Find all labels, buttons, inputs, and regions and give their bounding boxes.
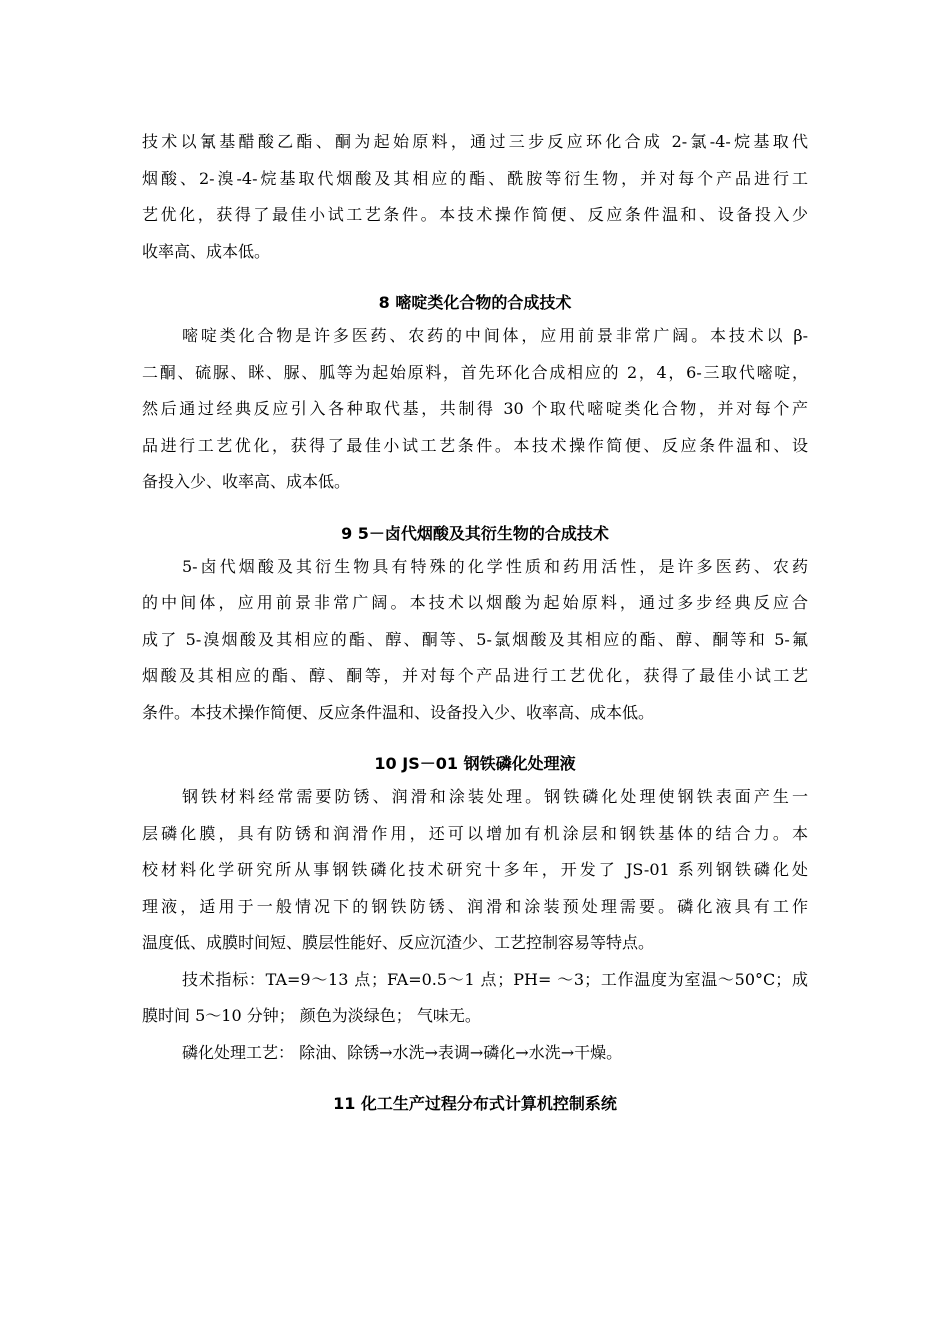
paragraph-line: 烟酸及其相应的酯、醇、酮等，并对每个产品进行工艺优化，获得了最佳小试工艺 xyxy=(142,666,808,685)
paragraph-line: 技术以氰基醋酸乙酯、酮为起始原料，通过三步反应环化合成 2-氯-4-烷基取代 xyxy=(142,132,808,151)
paragraph-line: 备投入少、收率高、成本低。 xyxy=(142,472,351,491)
paragraph-line: 校材料化学研究所从事钢铁磷化技术研究十多年，开发了 JS-01 系列钢铁磷化处 xyxy=(142,860,808,879)
paragraph-line: 理液，适用于一般情况下的钢铁防锈、润滑和涂装预处理需要。磷化液具有工作 xyxy=(142,896,808,916)
paragraph-line: 嘧啶类化合物是许多医药、农药的中间体，应用前景非常广阔。本技术以 β- xyxy=(182,326,808,345)
paragraph-line: 技术指标：TA=9～13 点；FA=0.5～1 点；PH= ～3；工作温度为室温～50°C；成 xyxy=(182,969,808,989)
section-heading: 9 5－卤代烟酸及其衍生物的合成技术 xyxy=(341,523,609,543)
paragraph-line: 条件。本技术操作简便、反应条件温和、设备投入少、收率高、成本低。 xyxy=(142,702,655,722)
paragraph-line: 5-卤代烟酸及其衍生物具有特殊的化学性质和药用活性，是许多医药、农药 xyxy=(182,556,808,576)
paragraph-line: 温度低、成膜时间短、膜层性能好、反应沉渣少、工艺控制容易等特点。 xyxy=(142,933,655,952)
paragraph-line: 膜时间 5～10 分钟； 颜色为淡绿色； 气味无。 xyxy=(142,1006,481,1025)
paragraph-line: 层磷化膜，具有防锈和润滑作用，还可以增加有机涂层和钢铁基体的结合力。本 xyxy=(142,823,808,843)
section-paragraph xyxy=(142,549,808,732)
section-heading: 10 JS－01 钢铁磷化处理液 xyxy=(374,754,576,773)
intro-paragraph xyxy=(142,124,808,270)
paragraph-line: 艺优化，获得了最佳小试工艺条件。本技术操作简便、反应条件温和、设备投入少 xyxy=(142,205,808,224)
section-heading: 8 嘧啶类化合物的合成技术 xyxy=(378,293,572,312)
paragraph-line: 磷化处理工艺： 除油、除锈→水洗→表调→磷化→水洗→干燥。 xyxy=(182,1042,623,1062)
document-body xyxy=(142,124,808,1116)
technical-specs-paragraph xyxy=(142,962,808,1035)
paragraph-line: 收率高、成本低。 xyxy=(142,241,271,261)
process-paragraph xyxy=(142,1035,808,1072)
paragraph-line: 的中间体，应用前景非常广阔。本技术以烟酸为起始原料，通过多步经典反应合 xyxy=(142,593,808,612)
section-paragraph xyxy=(142,318,808,501)
paragraph-line: 钢铁材料经常需要防锈、润滑和涂装处理。钢铁磷化处理使钢铁表面产生一 xyxy=(182,787,808,806)
section-heading: 11 化工生产过程分布式计算机控制系统 xyxy=(333,1094,617,1113)
paragraph-line: 品进行工艺优化，获得了最佳小试工艺条件。本技术操作简便、反应条件温和、设 xyxy=(142,435,808,455)
section-paragraph xyxy=(142,779,808,962)
paragraph-line: 烟酸、2-溴-4-烷基取代烟酸及其相应的酯、酰胺等衍生物，并对每个产品进行工 xyxy=(142,168,808,188)
paragraph-line: 然后通过经典反应引入各种取代基，共制得 30 个取代嘧啶类化合物，并对每个产 xyxy=(142,399,808,418)
paragraph-line: 成了 5-溴烟酸及其相应的酯、醇、酮等、5-氯烟酸及其相应的酯、醇、酮等和 5-氟 xyxy=(142,629,808,649)
paragraph-line: 二酮、硫脲、眯、脲、胍等为起始原料，首先环化合成相应的 2，4，6-三取代嘧啶， xyxy=(142,362,808,382)
